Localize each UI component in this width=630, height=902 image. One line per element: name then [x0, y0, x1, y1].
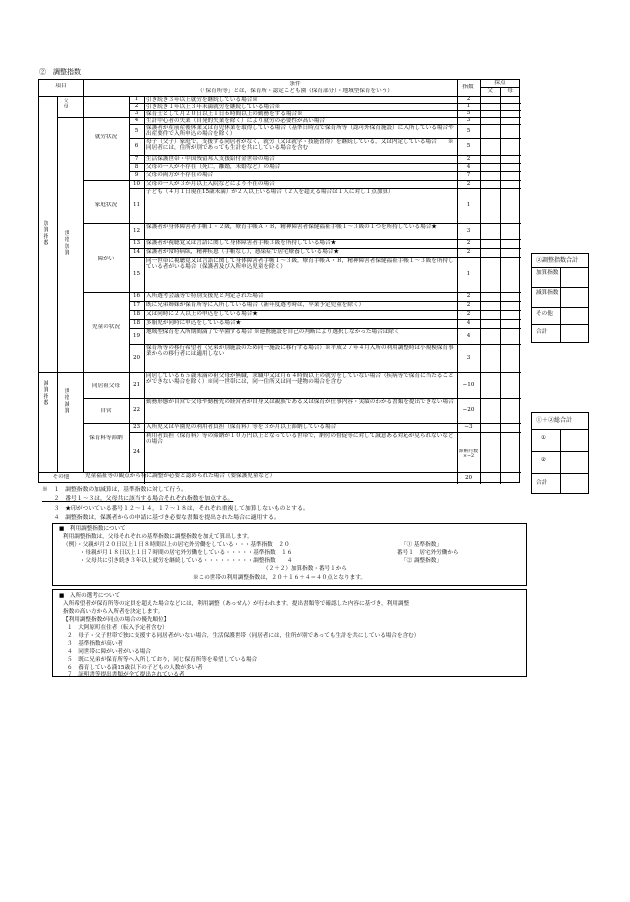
row-condition: 父母の両方が不存在の場合: [146, 172, 214, 178]
row-number: 1: [134, 96, 139, 102]
row-condition: 父母の一人が不存在（死亡，離婚，未婚など）の場合: [146, 164, 281, 170]
basic-index-label: ①: [541, 435, 547, 441]
header-index: 指数: [462, 84, 474, 90]
row-condition: 生計中心者の失業（自発的失業を除く）により就労の必要性が高い場合: [146, 118, 326, 124]
group-household-sub: 世帯減算: [63, 388, 70, 415]
row-index-value: 1: [466, 202, 471, 208]
row-condition: 同居している６５歳未満の祖父母が無職，求職中又は月６４時間以上の就労をしていない場合（疾病等で保育に当たることができない場合を除く）※同一世帯には，同一住所又は同一建物の場合を含む: [146, 373, 454, 386]
group-child: 児童の状況: [92, 324, 120, 330]
row-condition: 又は同時に２人以上の申込をしている場合★: [146, 311, 258, 317]
header-mother: 母: [507, 88, 513, 94]
calc-right-2: 番号１ 居宅外労働から: [397, 550, 459, 556]
row-number: 12: [132, 227, 141, 234]
row-number: 11: [132, 202, 141, 208]
priority-6: ６ 養育している満15歳以下の子どもの人数が多い者: [67, 665, 203, 671]
group-add-index: 加算指数: [42, 220, 49, 247]
row-index-value: 2: [466, 96, 471, 102]
row-index-value: 滞納月数 ×−2: [458, 448, 479, 460]
row-condition: 保護者が身体障害者手帳１・２級，療育手帳Ａ・Ｂ，精神障害者保健福祉手帳１〜３級の１つを所持している場合★: [146, 224, 437, 230]
row-condition: 父母の一人が３か月以上入院などにより不在の場合: [146, 181, 275, 187]
priority-7: ７ 証明書等提出書類が全て提出されている者: [67, 672, 185, 678]
notes: [42, 486, 309, 523]
row-number: 17: [132, 302, 141, 308]
priority-1: １ 大阿原町在住者（転入予定者含む）: [67, 625, 168, 631]
row-number: 20: [132, 354, 141, 361]
row-index-value: 4: [466, 163, 471, 170]
adjust-index-label: ②: [541, 457, 547, 463]
priority-5: ５ 既に兄弟が保育所等へ入所しており，同じ保育所等を希望している場合: [67, 657, 258, 663]
row-index-value: 2: [466, 180, 471, 187]
group-other: その他: [52, 474, 70, 480]
row-index-value: 5: [466, 143, 471, 149]
row-index-value: 4: [466, 320, 471, 326]
row-condition: 引き続き３年以上就労を継続している場合※: [146, 97, 258, 103]
row-condition: 地域型保育を入所期間満了で卒園する場合 ※連携施設を自己の判断により選択しなかった場合は除く: [146, 329, 400, 335]
sub-index-label: 減算指数: [536, 290, 559, 296]
adjustment-total-title: ②調整指数合計: [536, 257, 579, 264]
selection-line-3: 【利用調整指数が同点の場合の優先順位】: [63, 617, 170, 623]
row-condition: 保護者が視聴覚又は言語に関して身体障害者手帳３級を所持している場合★: [146, 240, 337, 246]
row-number: 19: [132, 332, 141, 339]
group-sub-index: 減算指数: [42, 380, 49, 407]
row-index-value: 2: [466, 302, 471, 308]
row-condition: 母子（父子）家庭で，支援する同居者がなく，就労（又は就学・技能習得）を継続している，又は内定している場合 ※同居者には，住所が別であっても生計を共にしている場合を含む: [146, 139, 454, 152]
row-condition: 保護者が常時病臥，精神疾患（手帳なし），感染症で居宅療養している場合★: [146, 249, 339, 255]
row-index-value: 20: [464, 474, 473, 481]
row-condition: 保育士として月２０日以上１日６時間以上の勤務をする場合※: [146, 111, 303, 117]
calc-line-5: （２＋２）加算指数・番号１から: [263, 566, 347, 572]
row-condition: 引き続き１年以上３年未満就労を継続している場合※: [146, 104, 281, 110]
priority-3: ３ 基準指数が高い者: [67, 641, 123, 647]
group-family: 家庭状況: [94, 202, 118, 208]
note-4: ４ 調整指数は，保護者からの申請に基づき必要な書類を提出された場合に適用する。: [42, 514, 280, 521]
row-number: 24: [132, 448, 141, 455]
calc-right-3: 「② 調整指数」: [401, 558, 442, 564]
row-index-value: 3: [466, 117, 471, 123]
calculation-box: [52, 523, 527, 586]
total-label: 合計: [536, 329, 548, 335]
row-index-value: −10: [462, 381, 475, 388]
adjustment-index-table: [38, 79, 520, 483]
header-father: 父: [487, 88, 493, 94]
header-item: 項目: [55, 83, 67, 89]
row-number: 16: [132, 293, 141, 299]
group-employment: 就労状況: [94, 134, 118, 140]
selection-title: ■ 入所の選考について: [59, 593, 121, 599]
group-single-parent: 同居祖父母: [92, 383, 120, 389]
row-number: 9: [134, 172, 139, 178]
row-index-value: 7: [466, 172, 471, 178]
row-number: 10: [132, 180, 141, 187]
group-household-add: 世帯加算: [63, 230, 70, 257]
row-number: 6: [134, 143, 139, 149]
row-index-value: 2: [466, 240, 471, 246]
note-2: ２ 番号１〜３は，父母共に該当する場合それぞれ指数を加点する。: [42, 496, 234, 503]
calc-line-4: ・父母共に引き続き３年以上就労を継続している・・・・・・・・・調整指数 ４: [63, 558, 293, 564]
grand-total-label: 合計: [536, 480, 548, 486]
row-condition: 同一世帯に視聴覚又は言語に関して身体障害者手帳１〜３級，療育手帳Ａ・Ｂ，精神障害者保健福祉手帳１〜３級を所持している者がいる場合（保護者及び入所申込児童を除く）: [146, 258, 454, 271]
other-label: その他: [536, 311, 553, 317]
calc-line-6: ※この世帯の利用調整指数は，２０＋１６＋４＝４０点となります。: [193, 575, 366, 581]
row-index-value: 2: [466, 293, 471, 299]
row-number: 2: [134, 103, 139, 109]
row-index-value: −3: [464, 424, 473, 430]
row-condition: 生活保護世帯・中国残留邦人支援給付金世帯の場合: [146, 156, 275, 162]
grand-total-box: [531, 412, 589, 494]
note-1: ※ １ 調整指数の加減算は，基準指数に対して行う。: [42, 487, 187, 493]
row-number: 22: [132, 407, 141, 413]
row-condition: 保育所等の移行希望者（兄弟が別施設のため同一施設に移行する場合）※平成２７年４月入所の利用調整時は小規模保育事業からの移行者には適用しない: [146, 345, 454, 358]
row-index-value: 3: [466, 227, 471, 234]
row-index-value: 1: [466, 271, 471, 277]
row-number: 4: [134, 117, 139, 123]
row-condition: 保護者が産前産後休業又は育児休業を取得している場合（基準日時点で保育所等（認可外保育施設）に入所している場合や出産要件で入所申込の場合を除く）: [146, 125, 454, 138]
row-number: 18: [132, 311, 141, 317]
row-condition: 既に兄弟姉妹が保育所等に入所している場合（新年度選考時は，卒業予定児童を除く）: [146, 302, 365, 308]
priority-2: ２ 母子・父子世帯で独に支援する同居者がいない場合，生活保護世帯（同居者には，住所が別であっても生計を共にしている場合を含む）: [67, 633, 420, 639]
selection-line-1: 入所希望者が保育所等の定員を超えた場合などには，利用調整（あっせん）が行われます。提出書類等で確認した内容に基づき，利用調整: [63, 601, 410, 607]
grand-total-title: ①＋②総合計: [536, 417, 573, 424]
header-score: 採点: [494, 80, 506, 86]
calc-title: ■ 利用調整指数について: [59, 526, 126, 532]
row-condition: 勤務形態が自営で父母や勤務先の経営者が自身又は親族である又は保育が仕事内容・実績のわかる書類を提出できない場合: [146, 399, 454, 405]
row-index-value: 2: [466, 311, 471, 317]
row-number: 3: [134, 110, 139, 116]
note-3: ３ ★印がついている番号１２〜１４，１７〜１８は，それぞれ重複して加算しないものとする。: [42, 505, 309, 512]
row-index-value: 2: [466, 155, 471, 162]
priority-4: ４ 同世帯に障がい者がいる場合: [67, 649, 151, 655]
group-fee: 保育料等滞納: [89, 435, 123, 441]
row-index-value: 1: [466, 103, 471, 109]
row-number: 7: [134, 155, 139, 162]
header-condition: 条件: [289, 81, 301, 87]
row-number: 15: [132, 271, 141, 277]
section-title: ② 調整指数: [39, 68, 81, 76]
row-index-value: 3: [466, 354, 471, 361]
row-index-value: 4: [466, 332, 471, 339]
row-condition: 子ども（４月１日現在15歳未満）が２人以上いる場合（２人を超える場合は１人に対し１点加算）: [146, 189, 394, 195]
group-both-parents: 父母: [63, 98, 69, 109]
row-number: 8: [134, 163, 139, 170]
row-condition: 多胎児が同時に申込をしている場合★: [146, 320, 242, 326]
group-self-employed: 自営: [100, 408, 112, 414]
row-number: 13: [132, 240, 141, 246]
row-condition: 入所選考会議等で特別支援児と判定された場合: [146, 293, 264, 299]
row-condition: 入所児又は卒園児の利用者負担（保育料）等を３か月以上滞納している場合: [146, 424, 337, 430]
row-index-value: −20: [462, 407, 475, 413]
row-condition: 児童福祉等の観点から特に調整が必要と認められた場合（要保護児童など）: [85, 473, 276, 479]
add-index-label: 加算指数: [536, 270, 559, 276]
calc-right-1: 「① 基準指数」: [401, 542, 442, 548]
calc-line-3: ・母親が月１８日以上１日７時間の居宅外労働をしている・・・・・基準指数 １６: [63, 550, 293, 556]
row-condition: 利用者負担（保育料）等の滞納が１０万円以上となっている世帯で，納付の督促等に対して誠意ある対応が見られないなどの場合: [146, 433, 454, 446]
calc-line-1: 利用調整指数は，父母それぞれの基準指数に調整指数を加えて算出します。: [63, 534, 253, 540]
row-index-value: 5: [466, 110, 471, 116]
adjustment-total-box: [531, 253, 589, 343]
selection-line-2: 指数の高い方から入所者を決定します。: [63, 609, 164, 615]
row-number: 14: [132, 249, 141, 255]
calc-line-2: （例）・父親が月２０日以上１日８時間以上の居宅外労働をしている・・・基準指数 ２０: [63, 542, 290, 548]
selection-box: [52, 589, 527, 677]
group-disability: 障がい: [97, 256, 115, 262]
row-number: 18: [132, 320, 141, 326]
row-index-value: 2: [466, 249, 471, 255]
row-number: 21: [132, 381, 141, 388]
row-index-value: 5: [466, 127, 471, 134]
row-number: 23: [132, 424, 141, 430]
header-condition-sub: （「保育所等」とは，保育所・認定こども園（保育部分）・地域型保育をいう）: [197, 88, 393, 94]
row-number: 5: [134, 127, 139, 134]
